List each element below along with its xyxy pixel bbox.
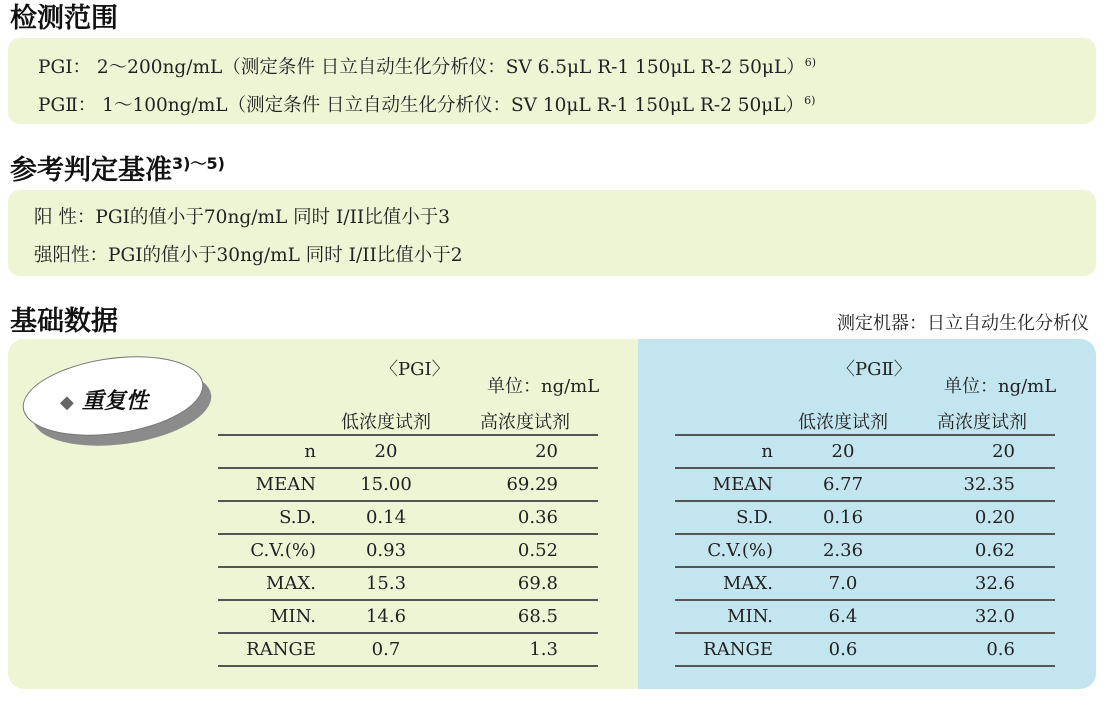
low-value: 0.14 xyxy=(320,501,452,534)
row-label: MEAN xyxy=(675,468,777,501)
row-label: S.D. xyxy=(218,501,320,534)
reference-mark: 6) xyxy=(804,55,817,69)
criteria-title-text: 参考判定基准 xyxy=(10,155,172,186)
row-label: MAX. xyxy=(218,567,320,600)
header-high: 高浓度试剂 xyxy=(452,408,598,435)
table-row xyxy=(218,633,598,666)
table-row xyxy=(218,435,598,468)
row-label: C.V.(%) xyxy=(218,534,320,567)
table-row xyxy=(218,567,598,600)
row-label: S.D. xyxy=(675,501,777,534)
table-row xyxy=(675,567,1055,600)
badge-label xyxy=(60,384,148,415)
diamond-icon: ◆ xyxy=(60,392,74,413)
device-note: 测定机器：日立自动生化分析仪 xyxy=(837,313,1089,334)
low-value: 0.7 xyxy=(320,633,452,666)
detection-range-box xyxy=(8,38,1096,124)
badge-text: 重复性 xyxy=(81,389,148,414)
high-value: 69.8 xyxy=(452,567,598,600)
row-label: n xyxy=(675,435,777,468)
section-title-basic-data: 基础数据 xyxy=(10,306,118,337)
section-title-criteria xyxy=(10,156,225,184)
row-label: MIN. xyxy=(675,600,777,633)
header-empty xyxy=(675,408,777,435)
low-value: 6.77 xyxy=(777,468,909,501)
table-row xyxy=(675,600,1055,633)
table-row xyxy=(218,501,598,534)
row-label: MAX. xyxy=(675,567,777,600)
high-value: 0.62 xyxy=(909,534,1055,567)
high-value: 0.20 xyxy=(909,501,1055,534)
row-label: RANGE xyxy=(218,633,320,666)
pg2-unit: 单位：ng/mL xyxy=(944,376,1057,397)
low-value: 20 xyxy=(777,435,909,468)
high-value: 0.36 xyxy=(452,501,598,534)
header-low: 低浓度试剂 xyxy=(777,408,909,435)
header-empty xyxy=(218,408,320,435)
row-label: RANGE xyxy=(675,633,777,666)
table-header-row xyxy=(218,408,598,435)
low-value: 2.36 xyxy=(777,534,909,567)
header-high: 高浓度试剂 xyxy=(909,408,1055,435)
table-row xyxy=(218,534,598,567)
low-value: 15.00 xyxy=(320,468,452,501)
low-value: 20 xyxy=(320,435,452,468)
low-value: 0.6 xyxy=(777,633,909,666)
high-value: 69.29 xyxy=(452,468,598,501)
detection-range-text: PGⅠ： 2～200ng/mL（测定条件 日立自动生化分析仪：SV 6.5μL R-1 150μL R-2 50μL） xyxy=(38,57,805,78)
high-value: 20 xyxy=(452,435,598,468)
table-row xyxy=(218,600,598,633)
high-value: 0.6 xyxy=(909,633,1055,666)
low-value: 14.6 xyxy=(320,600,452,633)
high-value: 68.5 xyxy=(452,600,598,633)
row-label: MEAN xyxy=(218,468,320,501)
low-value: 0.16 xyxy=(777,501,909,534)
pg2-table-title: 〈PGⅡ〉 xyxy=(837,359,912,380)
table-row xyxy=(675,468,1055,501)
table-header-row xyxy=(675,408,1055,435)
reference-mark: 6) xyxy=(804,93,816,107)
table-row xyxy=(675,633,1055,666)
detection-range-line-pg2 xyxy=(38,91,815,117)
low-value: 0.93 xyxy=(320,534,452,567)
criteria-strong-positive: 强阳性：PGⅠ的值小于30ng/mL 同时 I/II比值小于2 xyxy=(34,245,463,266)
high-value: 32.6 xyxy=(909,567,1055,600)
table-row xyxy=(675,501,1055,534)
section-title-detection-range: 检测范围 xyxy=(10,3,118,34)
high-value: 32.35 xyxy=(909,468,1055,501)
row-label: n xyxy=(218,435,320,468)
detection-range-line-pg1 xyxy=(38,53,816,79)
table-row xyxy=(675,435,1055,468)
table-row xyxy=(675,534,1055,567)
table-row xyxy=(218,468,598,501)
high-value: 20 xyxy=(909,435,1055,468)
row-label: C.V.(%) xyxy=(675,534,777,567)
low-value: 7.0 xyxy=(777,567,909,600)
high-value: 0.52 xyxy=(452,534,598,567)
low-value: 6.4 xyxy=(777,600,909,633)
high-value: 32.0 xyxy=(909,600,1055,633)
criteria-positive: 阳 性：PGⅠ的值小于70ng/mL 同时 I/II比值小于3 xyxy=(34,207,450,228)
pg1-table-title: 〈PGⅠ〉 xyxy=(380,359,450,380)
header-low: 低浓度试剂 xyxy=(320,408,452,435)
pg2-table xyxy=(675,408,1055,667)
row-label: MIN. xyxy=(218,600,320,633)
low-value: 15.3 xyxy=(320,567,452,600)
criteria-title-ref: 3)～5) xyxy=(172,154,225,173)
pg1-unit: 单位：ng/mL xyxy=(487,376,600,397)
pg1-table xyxy=(218,408,598,667)
criteria-box xyxy=(8,190,1096,276)
high-value: 1.3 xyxy=(452,633,598,666)
detection-range-text: PGⅡ： 1～100ng/mL（测定条件 日立自动生化分析仪：SV 10μL R-1 150μL R-2 50μL） xyxy=(38,95,805,116)
